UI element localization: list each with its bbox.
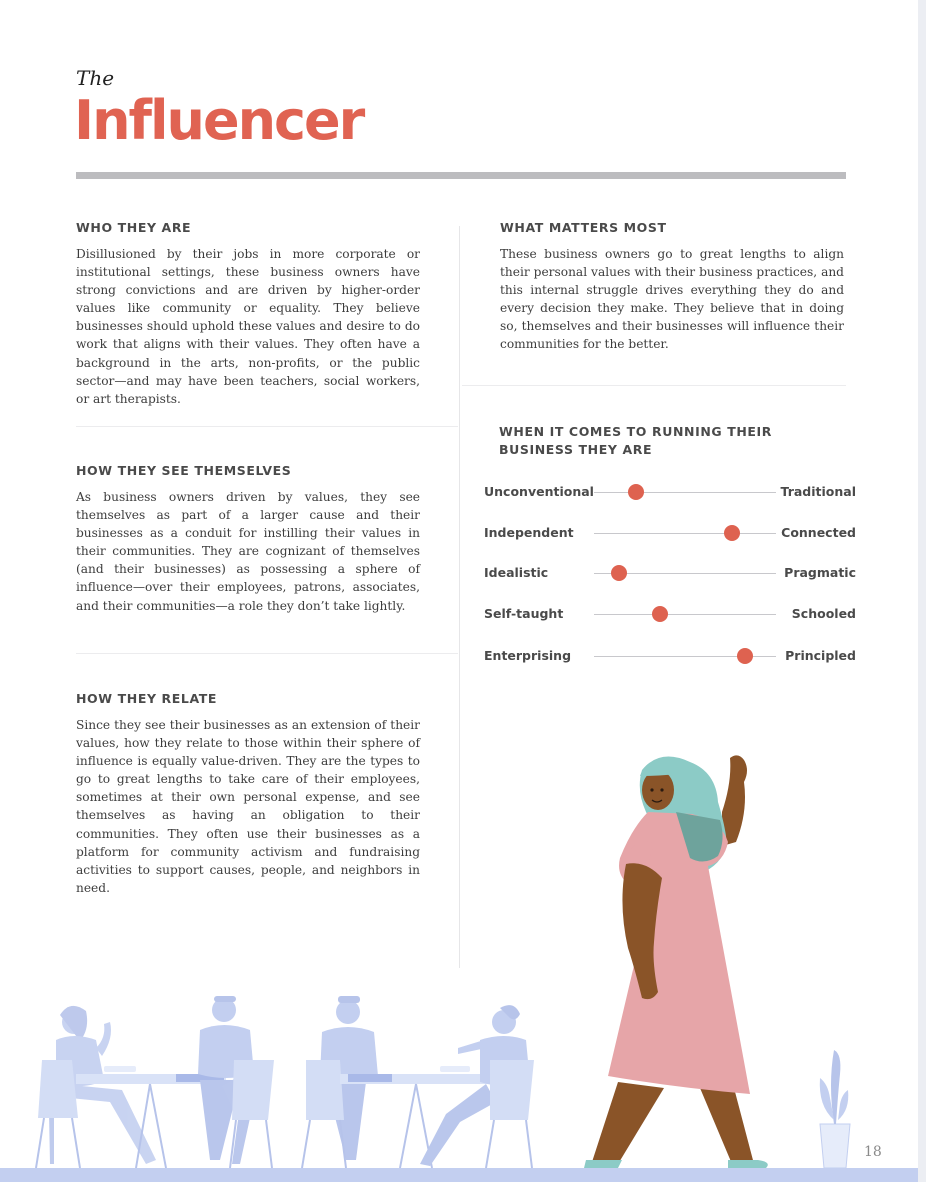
floor-band [0, 1168, 918, 1182]
spectrum-right-label: Principled [785, 648, 856, 663]
page-number: 18 [864, 1144, 882, 1160]
spectrum-right-label: Connected [781, 525, 856, 540]
how-they-relate-heading: HOW THEY RELATE [76, 691, 218, 706]
spectrum-right-label: Traditional [780, 484, 856, 499]
what-matters-most-text: These business owners go to great lengths to align their personal values with their business practices, and this internal struggle drives everything they do and every decision they make. They believe that in doing so, themselves and their businesses will influence their communities for the better. [500, 247, 844, 352]
running-business-heading-line1: WHEN IT COMES TO RUNNING THEIR [499, 424, 772, 439]
spectrum-right-label: Schooled [791, 606, 856, 621]
spectrum-left-label: Idealistic [484, 565, 549, 580]
who-they-are-heading: WHO THEY ARE [76, 220, 192, 235]
how-they-see-themselves-text: As business owners driven by values, they see themselves as part of a larger cause and their businesses as a conduit for instilling their values in their communities. They are cognizant of themselves (and their businesses) as possessing a sphere of influence—over their employees, patrons, associates, and their communities—a role they don’t take lightly. [76, 490, 420, 613]
title-prefix: The [76, 66, 115, 90]
how-they-relate-text: Since they see their businesses as an extension of their values, how they relate to those within their sphere of influence is equally value-driven. They are the types to go to great lengths to take care of their employees, sometimes at their own personal expense, and see themselves as having an obligation to their communities. They often use their businesses as a platform for community activism and fundraising activities to support causes, people, and neighbors in need. [76, 718, 420, 895]
what-matters-most-heading: WHAT MATTERS MOST [500, 220, 667, 235]
spectrum-left-label: Enterprising [484, 648, 572, 663]
walking-woman-illustration [584, 755, 768, 1168]
potted-plant-illustration [820, 1050, 850, 1168]
who-they-are-text: Disillusioned by their jobs in more corporate or institutional settings, these business owners have strong convictions and are driven by higher-order values like community or equality. They believe businesses should uphold these values and desire to do work that aligns with their values. They often have a background in the arts, non-profits, or the public sector—and may have been teachers, social workers, or art therapists. [76, 247, 420, 406]
running-business-heading-line2: BUSINESS THEY ARE [499, 442, 653, 457]
how-they-see-themselves-heading: HOW THEY SEE THEMSELVES [76, 463, 292, 478]
spectrum-right-label: Pragmatic [784, 565, 856, 580]
page-title: Influencer [74, 89, 364, 152]
cafe-scene-illustration [36, 996, 534, 1168]
spectrum-left-label: Unconventional [484, 484, 594, 499]
spectrum-left-label: Self-taught [484, 606, 564, 621]
spectrum-left-label: Independent [484, 525, 574, 540]
